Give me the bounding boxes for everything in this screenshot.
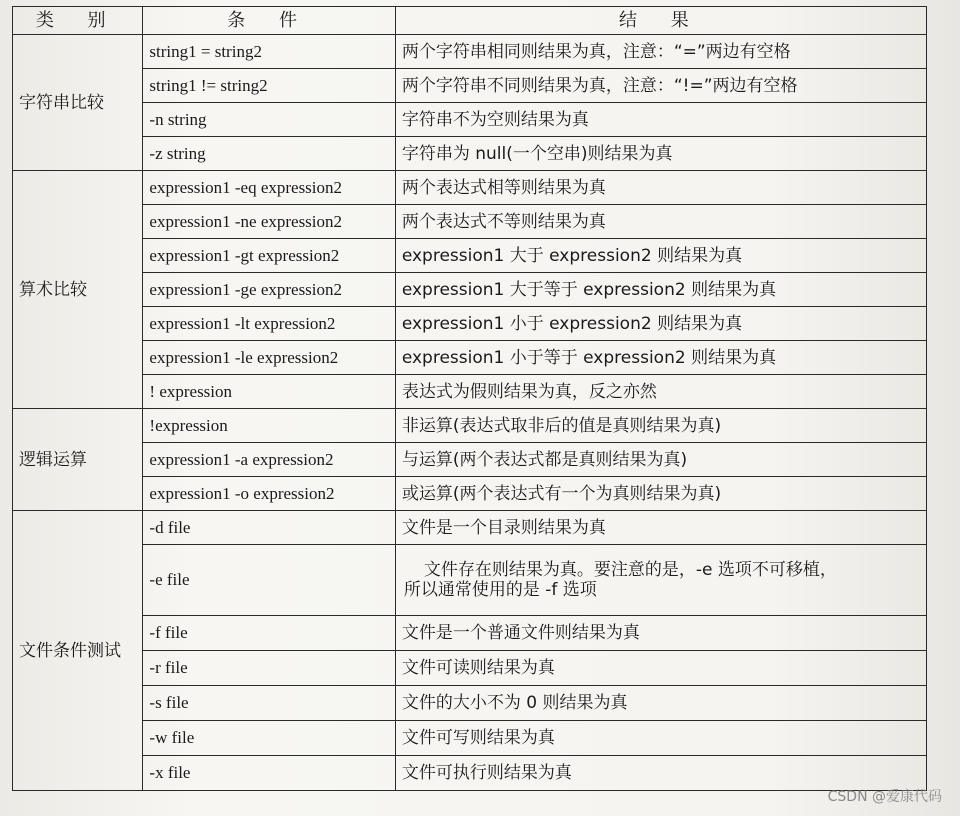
table-row <box>13 443 927 477</box>
result-cell: 两个字符串相同则结果为真，注意：“=”两边有空格 <box>395 35 926 69</box>
table-row <box>13 409 927 443</box>
condition-cell: -f file <box>143 616 395 651</box>
result-cell: 字符串不为空则结果为真 <box>395 103 926 137</box>
result-cell: 文件的大小不为 0 则结果为真 <box>395 686 926 721</box>
header-row <box>13 7 927 35</box>
result-cell: 文件可执行则结果为真 <box>395 756 926 791</box>
table-row <box>13 341 927 375</box>
condition-cell: expression1 -ge expression2 <box>143 273 395 307</box>
result-line-2: 所以通常使用的是 -f 选项 <box>403 580 597 600</box>
result-cell: 两个字符串不同则结果为真，注意：“!=”两边有空格 <box>395 69 926 103</box>
result-cell: 与运算(两个表达式都是真则结果为真) <box>395 443 926 477</box>
table-row <box>13 756 927 791</box>
condition-cell: !expression <box>143 409 395 443</box>
condition-cell: -w file <box>143 721 395 756</box>
csdn-watermark: CSDN @爱康代码 <box>827 789 942 805</box>
table-row <box>13 616 927 651</box>
table-row <box>13 375 927 409</box>
table-row <box>13 205 927 239</box>
header-category: 类 别 <box>13 7 143 35</box>
table-row <box>13 69 927 103</box>
condition-cell: expression1 -lt expression2 <box>143 307 395 341</box>
header-condition: 条 件 <box>143 7 395 35</box>
condition-cell: -e file <box>143 545 395 616</box>
condition-cell: -z string <box>143 137 395 171</box>
condition-cell: -r file <box>143 651 395 686</box>
condition-cell: ! expression <box>143 375 395 409</box>
table-row <box>13 545 927 616</box>
condition-cell: string1 = string2 <box>143 35 395 69</box>
table-row <box>13 35 927 69</box>
condition-cell: expression1 -gt expression2 <box>143 239 395 273</box>
table-row <box>13 103 927 137</box>
condition-cell: expression1 -eq expression2 <box>143 171 395 205</box>
result-cell: expression1 小于等于 expression2 则结果为真 <box>395 341 926 375</box>
result-cell: expression1 大于等于 expression2 则结果为真 <box>395 273 926 307</box>
condition-cell: -s file <box>143 686 395 721</box>
condition-cell: expression1 -o expression2 <box>143 477 395 511</box>
result-cell: 文件是一个目录则结果为真 <box>395 511 926 545</box>
condition-cell: -n string <box>143 103 395 137</box>
table-row <box>13 686 927 721</box>
result-cell: 两个表达式不等则结果为真 <box>395 205 926 239</box>
result-cell: 表达式为假则结果为真，反之亦然 <box>395 375 926 409</box>
table-row <box>13 273 927 307</box>
table-row <box>13 137 927 171</box>
result-line-1: 文件存在则结果为真。要注意的是，-e 选项不可移植， <box>423 560 837 580</box>
result-cell <box>395 545 926 616</box>
result-cell: 文件是一个普通文件则结果为真 <box>395 616 926 651</box>
table-row <box>13 171 927 205</box>
condition-cell: string1 != string2 <box>143 69 395 103</box>
result-cell: 文件可读则结果为真 <box>395 651 926 686</box>
category-string-compare: 字符串比较 <box>13 35 143 171</box>
category-logic-ops: 逻辑运算 <box>13 409 143 511</box>
result-cell: 字符串为 null(一个空串)则结果为真 <box>395 137 926 171</box>
result-cell: expression1 大于 expression2 则结果为真 <box>395 239 926 273</box>
test-conditions-table <box>12 6 927 791</box>
condition-cell: -d file <box>143 511 395 545</box>
condition-cell: expression1 -ne expression2 <box>143 205 395 239</box>
category-file-tests: 文件条件测试 <box>13 511 143 791</box>
result-cell: 文件可写则结果为真 <box>395 721 926 756</box>
table-row <box>13 307 927 341</box>
result-cell: expression1 小于 expression2 则结果为真 <box>395 307 926 341</box>
table-row <box>13 511 927 545</box>
category-arithmetic-compare: 算术比较 <box>13 171 143 409</box>
table-row <box>13 239 927 273</box>
result-cell: 两个表达式相等则结果为真 <box>395 171 926 205</box>
result-cell: 或运算(两个表达式有一个为真则结果为真) <box>395 477 926 511</box>
condition-cell: expression1 -a expression2 <box>143 443 395 477</box>
result-cell: 非运算(表达式取非后的值是真则结果为真) <box>395 409 926 443</box>
table-row <box>13 721 927 756</box>
condition-cell: -x file <box>143 756 395 791</box>
table-row <box>13 477 927 511</box>
header-result: 结 果 <box>395 7 926 35</box>
condition-cell: expression1 -le expression2 <box>143 341 395 375</box>
table-row <box>13 651 927 686</box>
